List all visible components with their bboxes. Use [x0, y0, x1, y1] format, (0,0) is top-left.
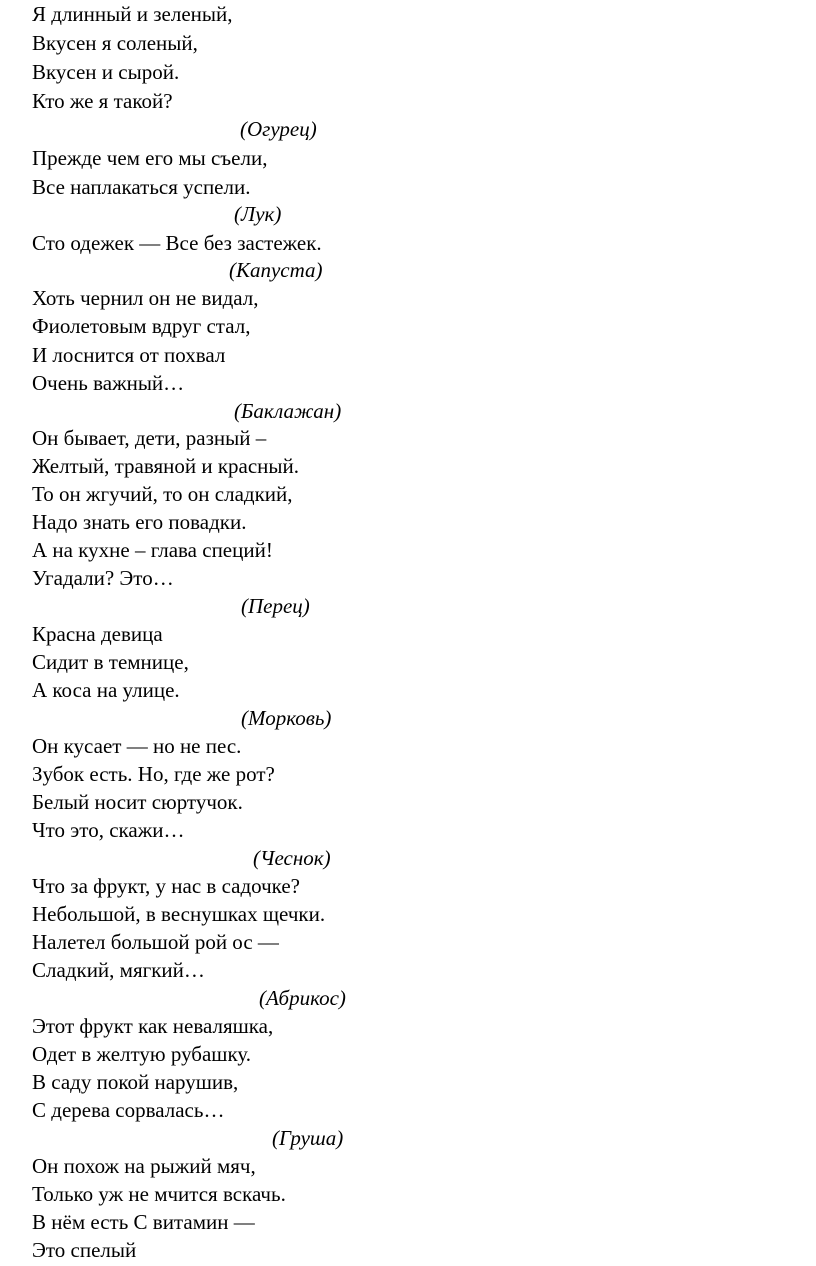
riddle-line: Все наплакаться успели.	[32, 175, 251, 199]
riddle-line: Это спелый	[32, 1238, 137, 1262]
riddle-line: Одет в желтую рубашку.	[32, 1042, 252, 1066]
riddle-line: Сладкий, мягкий…	[32, 958, 205, 982]
riddle-answer: (Огурец)	[240, 117, 317, 141]
riddle-line: Прежде чем его мы съели,	[32, 146, 268, 170]
riddle-line: А коса на улице.	[32, 678, 180, 702]
riddle-line: Сидит в темнице,	[32, 650, 189, 674]
riddle-line: Белый носит сюртучок.	[32, 790, 243, 814]
riddle-line: Зубок есть. Но, где же рот?	[32, 762, 275, 786]
riddle-line: Желтый, травяной и красный.	[32, 454, 300, 478]
riddle-answer: (Абрикос)	[259, 986, 346, 1010]
riddle-line: С дерева сорвалась…	[32, 1098, 225, 1122]
riddle-line: Очень важный…	[32, 371, 185, 395]
riddle-answer: (Лук)	[234, 202, 282, 226]
riddle-answer: (Морковь)	[241, 706, 332, 730]
riddle-answer: (Груша)	[272, 1126, 344, 1150]
riddle-line: В саду покой нарушив,	[32, 1070, 239, 1094]
riddle-line: Он кусает — но не пес.	[32, 734, 242, 758]
riddle-line: Кто же я такой?	[32, 89, 173, 113]
riddle-line: Небольшой, в веснушках щечки.	[32, 902, 326, 926]
riddle-line: Я длинный и зеленый,	[32, 2, 233, 26]
riddle-line: То он жгучий, то он сладкий,	[32, 482, 293, 506]
riddle-line: Что это, скажи…	[32, 818, 185, 842]
riddle-line: Вкусен и сырой.	[32, 60, 180, 84]
riddle-line: Этот фрукт как неваляшка,	[32, 1014, 274, 1038]
riddle-line: Хоть чернил он не видал,	[32, 286, 259, 310]
riddle-line: Что за фрукт, у нас в садочке?	[32, 874, 300, 898]
riddle-answer: (Баклажан)	[234, 399, 342, 423]
riddle-line: Фиолетовым вдруг стал,	[32, 314, 251, 338]
riddle-line: Сто одежек — Все без застежек.	[32, 231, 322, 255]
riddle-line: Только уж не мчится вскачь.	[32, 1182, 286, 1206]
riddle-line: Вкусен я соленый,	[32, 31, 198, 55]
riddle-line: Красна девица	[32, 622, 163, 646]
riddle-line: Он бывает, дети, разный –	[32, 426, 267, 450]
riddle-line: Налетел большой рой ос —	[32, 930, 279, 954]
riddle-line: Надо знать его повадки.	[32, 510, 247, 534]
riddle-answer: (Капуста)	[229, 258, 323, 282]
riddle-answer: (Перец)	[241, 594, 310, 618]
riddle-line: И лоснится от похвал	[32, 343, 226, 367]
riddle-line: Угадали? Это…	[32, 566, 174, 590]
riddle-line: В нём есть С витамин —	[32, 1210, 255, 1234]
riddle-line: А на кухне – глава специй!	[32, 538, 273, 562]
riddle-line: Он похож на рыжий мяч,	[32, 1154, 256, 1178]
riddle-answer: (Чеснок)	[253, 846, 331, 870]
